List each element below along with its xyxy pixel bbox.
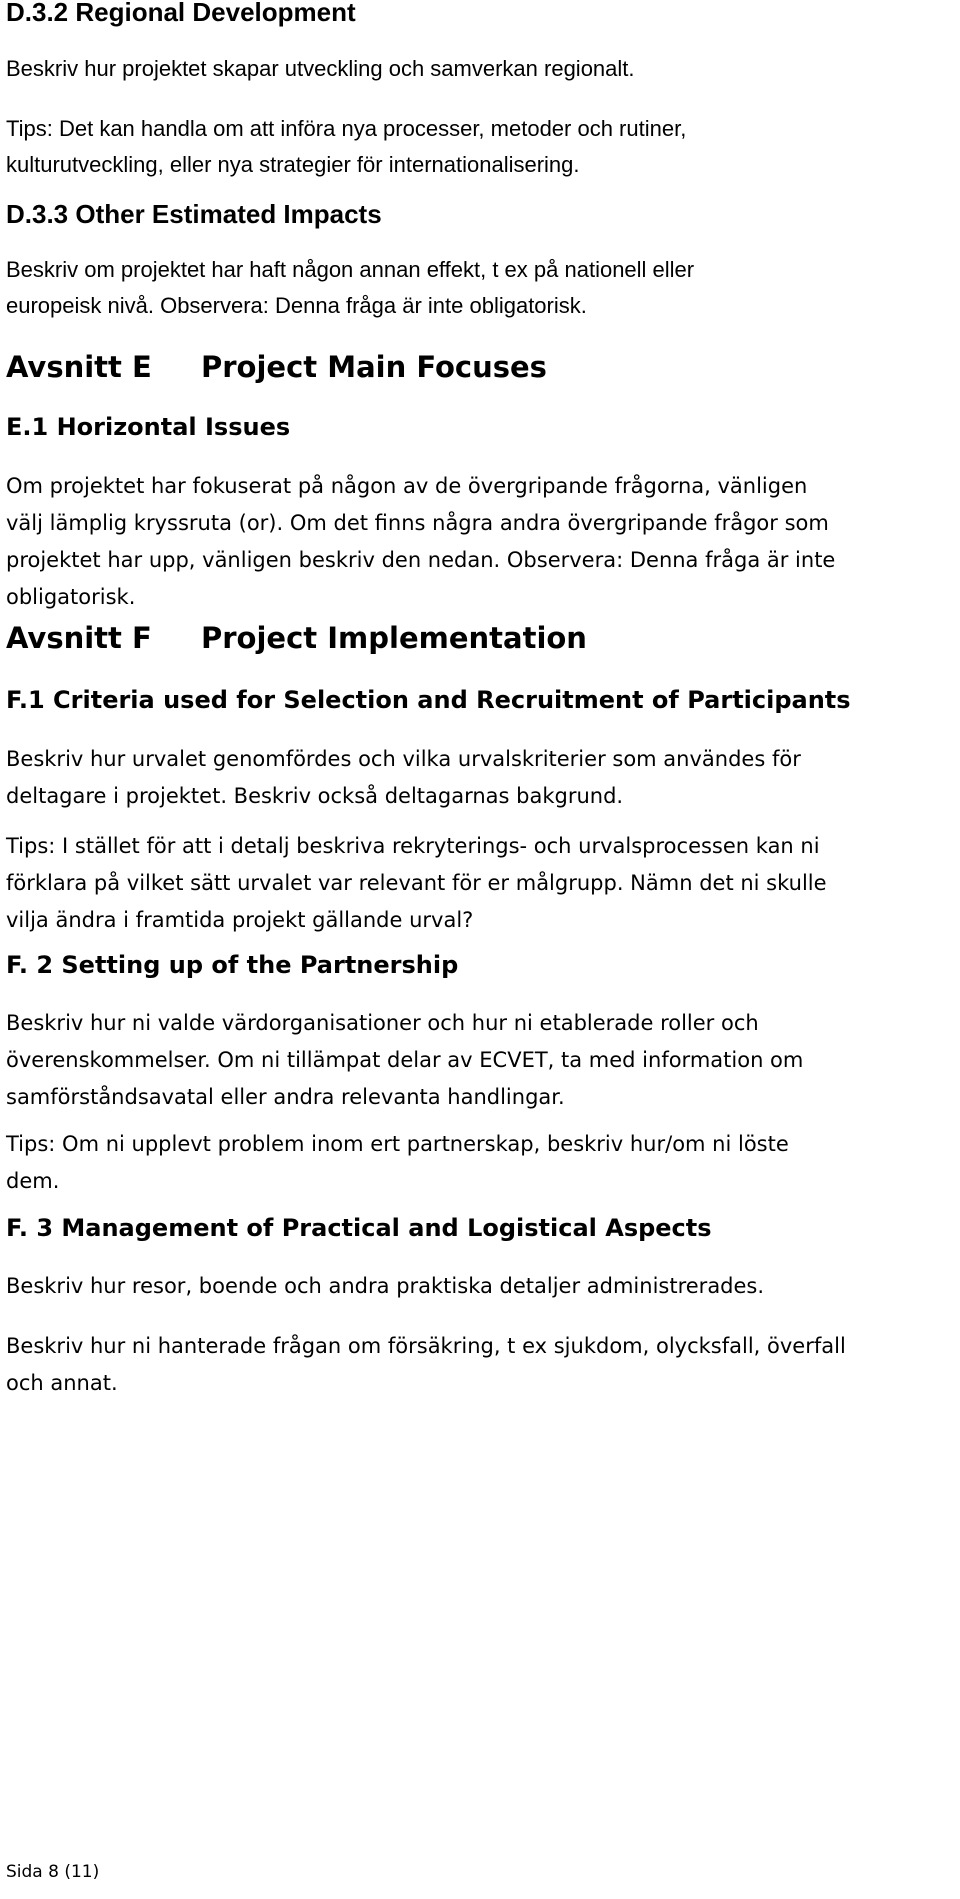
text-line: obligatorisk. — [6, 585, 136, 609]
text-line: Beskriv hur ni hanterade frågan om försäkring, t ex sjukdom, olycksfall, överfall — [6, 1334, 846, 1358]
text-line: förklara på vilket sätt urvalet var relevant för er målgrupp. Nämn det ni skulle — [6, 871, 827, 895]
paragraph-f1-tips — [6, 828, 946, 939]
paragraph-e1 — [6, 468, 946, 616]
text-line: Tips: Det kan handla om att införa nya processer, metoder och rutiner, — [6, 116, 687, 141]
paragraph-d32-text: Beskriv hur projektet skapar utveckling och samverkan regionalt. — [6, 56, 635, 81]
text-line: Beskriv hur ni valde värdorganisationer och hur ni etablerade roller och — [6, 1011, 759, 1035]
text-line: europeisk nivå. Observera: Denna fråga är inte obligatorisk. — [6, 293, 587, 318]
text-line: Tips: Om ni upplevt problem inom ert partnerskap, beskriv hur/om ni löste — [6, 1132, 789, 1156]
text-line: Tips: I stället för att i detalj beskriva rekryterings- och urvalsprocessen kan ni — [6, 834, 820, 858]
text-line: Beskriv om projektet har haft någon annan effekt, t ex på nationell eller — [6, 257, 695, 282]
text-line: vilja ändra i framtida projekt gällande urval? — [6, 908, 474, 932]
text-line: samförståndsavatal eller andra relevanta handlingar. — [6, 1085, 565, 1109]
text-line: kulturutveckling, eller nya strategier för internationalisering. — [6, 152, 580, 177]
heading-e1: E.1 Horizontal Issues — [6, 413, 291, 441]
heading-f1: F.1 Criteria used for Selection and Recruitment of Participants — [6, 686, 851, 714]
text-line: överenskommelser. Om ni tillämpat delar av ECVET, ta med information om — [6, 1048, 804, 1072]
page-number: Sida 8 (11) — [6, 1862, 100, 1882]
text-line: Beskriv hur urvalet genomfördes och vilka urvalskriterier som användes för — [6, 747, 801, 771]
text-line: projektet har upp, vänligen beskriv den nedan. Observera: Denna fråga är inte — [6, 548, 836, 572]
heading-f3: F. 3 Management of Practical and Logistical Aspects — [6, 1214, 712, 1242]
heading-d33: D.3.3 Other Estimated Impacts — [6, 199, 382, 229]
section-f-label: Avsnitt F — [6, 621, 152, 655]
paragraph-f2-tips — [6, 1126, 946, 1200]
heading-f2: F. 2 Setting up of the Partnership — [6, 951, 459, 979]
paragraph-d33-text — [6, 252, 946, 324]
text-line: och annat. — [6, 1371, 118, 1395]
paragraph-f3-text1: Beskriv hur resor, boende och andra praktiska detaljer administrerades. — [6, 1274, 765, 1298]
paragraph-f1-text — [6, 741, 946, 815]
section-e-title: Project Main Focuses — [201, 350, 547, 384]
paragraph-d32-tips — [6, 111, 946, 183]
text-line: deltagare i projektet. Beskriv också deltagarnas bakgrund. — [6, 784, 624, 808]
section-f-title: Project Implementation — [201, 621, 587, 655]
text-line: dem. — [6, 1169, 60, 1193]
section-e-label: Avsnitt E — [6, 350, 152, 384]
heading-d32: D.3.2 Regional Development — [6, 0, 356, 27]
paragraph-f2-text — [6, 1005, 946, 1116]
paragraph-f3-text2 — [6, 1328, 946, 1402]
text-line: välj lämplig kryssruta (or). Om det finns några andra övergripande frågor som — [6, 511, 829, 535]
text-line: Om projektet har fokuserat på någon av de övergripande frågorna, vänligen — [6, 474, 808, 498]
